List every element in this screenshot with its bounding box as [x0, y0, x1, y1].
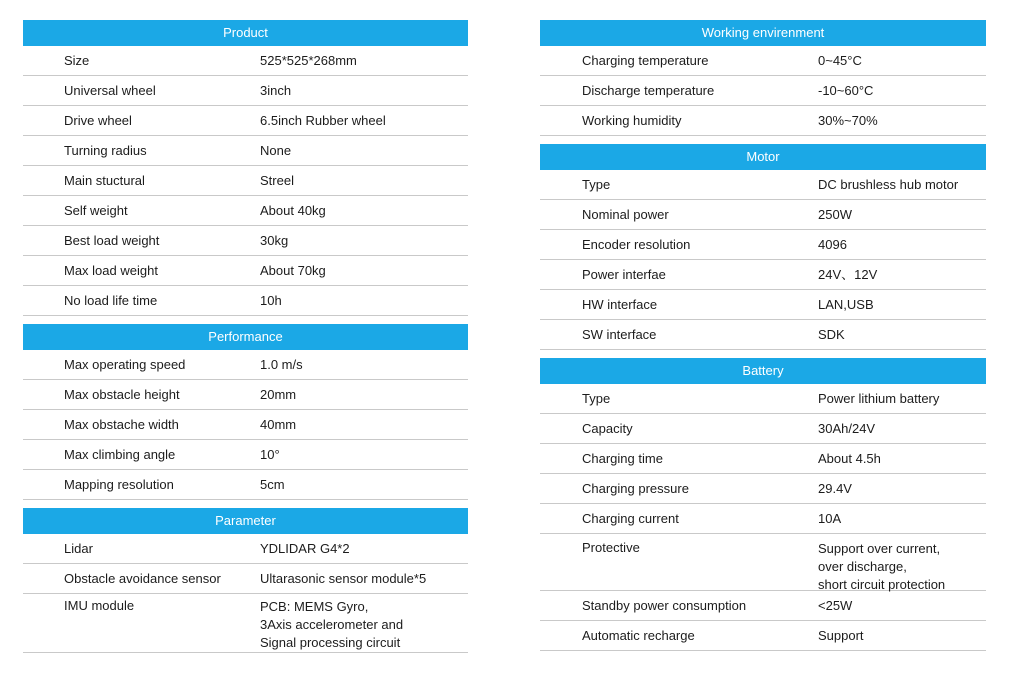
spec-value: 250W	[818, 206, 852, 222]
table-row	[23, 594, 468, 653]
battery-section-header: Battery	[540, 358, 986, 384]
spec-label: Self weight	[64, 203, 128, 218]
spec-value: <25W	[818, 597, 853, 613]
table-row	[540, 474, 986, 504]
spec-value: SDK	[818, 326, 845, 342]
working-environment-table	[540, 46, 986, 136]
spec-value: 525*525*268mm	[260, 52, 357, 68]
spec-label: Max load weight	[64, 263, 158, 278]
spec-value-line: Signal processing circuit	[260, 635, 401, 650]
table-row	[540, 290, 986, 320]
spec-label: Turning radius	[64, 143, 147, 158]
spec-label: Type	[582, 177, 611, 192]
spec-value: 5cm	[260, 476, 285, 492]
spec-label: HW interface	[582, 297, 658, 312]
spec-value: Support	[818, 627, 864, 643]
table-row	[540, 534, 986, 591]
spec-value: 30%~70%	[818, 112, 878, 128]
spec-label: Type	[582, 391, 611, 406]
parameter-section-header: Parameter	[23, 508, 468, 534]
spec-value: 0~45°C	[818, 52, 862, 68]
motor-section-header: Motor	[540, 144, 986, 170]
product-section-header: Product	[23, 20, 468, 46]
spec-value: 4096	[818, 236, 847, 252]
spec-label: Charging time	[582, 451, 663, 466]
table-row	[540, 76, 986, 106]
table-row	[540, 170, 986, 200]
spec-label: Obstacle avoidance sensor	[64, 571, 221, 586]
table-row	[23, 196, 468, 226]
section-gap	[23, 316, 468, 324]
spec-value: Power lithium battery	[818, 390, 940, 406]
spec-label: Drive wheel	[64, 113, 132, 128]
product-table	[23, 46, 468, 316]
spec-value: 1.0 m/s	[260, 356, 303, 372]
table-row	[23, 76, 468, 106]
battery-table	[540, 384, 986, 651]
spec-label: Size	[64, 53, 90, 68]
spec-value: 10h	[260, 292, 282, 308]
left-column	[23, 20, 468, 653]
spec-label: Universal wheel	[64, 83, 156, 98]
table-row	[23, 350, 468, 380]
table-row	[540, 200, 986, 230]
spec-label: Power interfae	[582, 267, 666, 282]
spec-label: Capacity	[582, 421, 633, 436]
working-environment-section-header: Working envirenment	[540, 20, 986, 46]
spec-value-line: Support over current,	[818, 541, 941, 556]
spec-label: Charging pressure	[582, 481, 689, 496]
spec-value: Ultarasonic sensor module*5	[260, 570, 427, 586]
table-row	[23, 106, 468, 136]
spec-value: DC brushless hub motor	[818, 176, 959, 192]
table-row	[23, 380, 468, 410]
table-row	[23, 46, 468, 76]
table-row	[540, 46, 986, 76]
table-row	[540, 591, 986, 621]
performance-table	[23, 350, 468, 500]
spec-value: 40mm	[260, 416, 297, 432]
spec-label: Protective	[582, 540, 640, 555]
table-row	[540, 504, 986, 534]
spec-value-line: PCB: MEMS Gyro,	[260, 599, 369, 614]
section-gap	[23, 500, 468, 508]
spec-label: Working humidity	[582, 113, 682, 128]
table-row	[540, 320, 986, 350]
table-row	[23, 534, 468, 564]
spec-label: Mapping resolution	[64, 477, 174, 492]
spec-label: Lidar	[64, 541, 93, 556]
spec-value: About 4.5h	[818, 450, 881, 466]
table-row	[540, 444, 986, 474]
spec-value: 6.5inch Rubber wheel	[260, 112, 386, 128]
spec-value-multiline	[818, 540, 986, 594]
spec-label: Max operating speed	[64, 357, 186, 372]
spec-value: 24V、12V	[818, 266, 878, 282]
section-gap	[540, 350, 986, 358]
table-row	[23, 226, 468, 256]
spec-label: Charging current	[582, 511, 679, 526]
spec-label: Encoder resolution	[582, 237, 691, 252]
table-row	[23, 440, 468, 470]
spec-value: 30kg	[260, 232, 289, 248]
table-row	[23, 136, 468, 166]
spec-value-line: 3Axis accelerometer and	[260, 617, 404, 632]
table-row	[23, 470, 468, 500]
spec-label: Best load weight	[64, 233, 160, 248]
spec-value: YDLIDAR G4*2	[260, 540, 350, 556]
spec-value: 3inch	[260, 82, 292, 98]
spec-label: Max obstache width	[64, 417, 179, 432]
table-row	[23, 166, 468, 196]
table-row	[540, 414, 986, 444]
spec-label: Main stuctural	[64, 173, 145, 188]
spec-label: Charging temperature	[582, 53, 709, 68]
right-column	[540, 20, 986, 651]
spec-label: IMU module	[64, 598, 135, 613]
table-row	[540, 230, 986, 260]
spec-value-multiline	[260, 598, 468, 652]
spec-value: About 70kg	[260, 262, 326, 278]
spec-value: None	[260, 142, 292, 158]
spec-value: LAN,USB	[818, 296, 874, 312]
spec-label: Automatic recharge	[582, 628, 695, 643]
section-gap	[540, 136, 986, 144]
spec-value-line: over discharge,	[818, 559, 907, 574]
spec-value: 29.4V	[818, 480, 852, 496]
table-row	[23, 410, 468, 440]
table-row	[540, 106, 986, 136]
spec-value: 10A	[818, 510, 842, 526]
spec-value: 20mm	[260, 386, 297, 402]
spec-value: 30Ah/24V	[818, 420, 876, 436]
spec-value: About 40kg	[260, 202, 326, 218]
spec-value: 10°	[260, 446, 280, 462]
spec-value: Streel	[260, 172, 294, 188]
spec-label: Standby power consumption	[582, 598, 747, 613]
spec-value-line: short circuit protection	[818, 577, 946, 592]
spec-label: Max climbing angle	[64, 447, 176, 462]
table-row	[23, 564, 468, 594]
table-row	[540, 384, 986, 414]
table-row	[540, 260, 986, 290]
table-row	[23, 256, 468, 286]
spec-label: SW interface	[582, 327, 657, 342]
table-row	[23, 286, 468, 316]
spec-label: No load life time	[64, 293, 158, 308]
parameter-table	[23, 534, 468, 653]
spec-label: Discharge temperature	[582, 83, 715, 98]
spec-value: -10~60°C	[818, 82, 874, 98]
spec-label: Max obstacle height	[64, 387, 180, 402]
table-row	[540, 621, 986, 651]
performance-section-header: Performance	[23, 324, 468, 350]
motor-table	[540, 170, 986, 350]
spec-label: Nominal power	[582, 207, 669, 222]
